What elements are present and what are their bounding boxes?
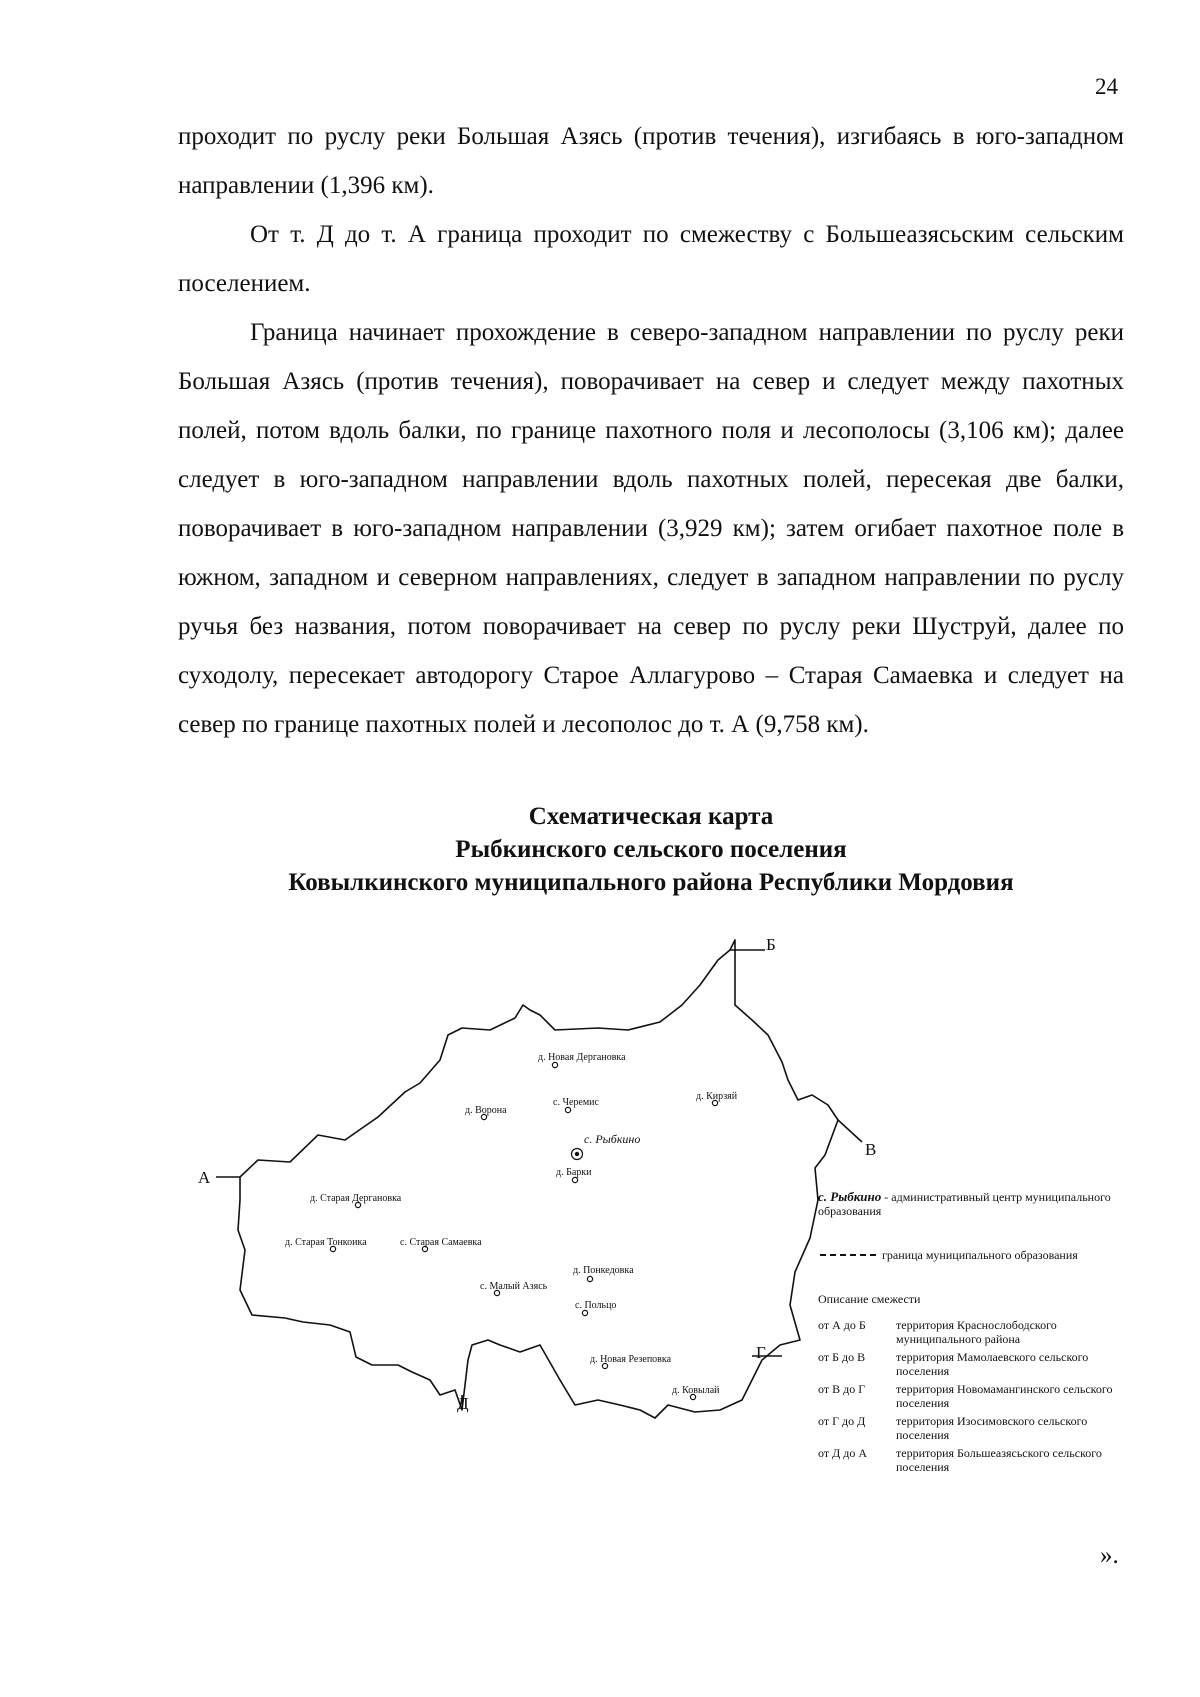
point-a-label: А (198, 1168, 211, 1187)
point-b-label: Б (766, 935, 776, 954)
adjacency-heading: Описание смежести (818, 1292, 921, 1306)
settlement-markers (330, 1062, 717, 1399)
adjacency-row (818, 1446, 1118, 1474)
adjacency-from: от Б до В (818, 1350, 866, 1364)
legend-center-name: с. Рыбкино (818, 1189, 882, 1204)
label-staraya-derganovka: д. Старая Дергановка (310, 1193, 402, 1204)
adjacency-desc: территория Новомамангинского сельского поселения (896, 1382, 1113, 1410)
adjacency-desc: территория Мамолаевского сельского поселения (896, 1350, 1089, 1378)
adjacency-from: от Д до А (818, 1446, 868, 1460)
label-staraya-samaevka: с. Старая Самаевка (400, 1237, 482, 1248)
boundary-line-sample (820, 1254, 876, 1256)
paragraph-d-to-a: От т. Д до т. А граница проходит по смежеству с Большеазясьским сельским поселением. (178, 221, 1124, 297)
adjacency-row (818, 1382, 1118, 1410)
label-barki: д. Барки (556, 1167, 592, 1178)
legend-center-desc: - административный центр муниципального образования (818, 1190, 1111, 1218)
point-v-label: В (865, 1140, 877, 1159)
paragraph-boundary-description: Граница начинает прохождение в северо-западном направлении по руслу реки Большая Азясь (против течения), поворачивает на север и следует между пахотных полей, потом вдоль балки, по границе пахотного поля и лесополосы (3,106 км); далее следует в юго-западном направлении вдоль пахотных полей, пересекая две балки, поворачивает в юго-западном направлении (3,929 км); затем огибает пахотное поле в южном, западном и северном направлениях, следует в западном направлении по руслу ручья без названия, потом поворачивает на север по руслу реки Шуструй, далее по суходолу, пересекает автодорогу Старое Аллагурово – Старая Самаевка и следует на север по границе пахотных полей и лесополос до т. А (9,758 км). (178, 319, 1124, 738)
page-number: 24 (1095, 74, 1118, 99)
marker-rybkino-center-dot (575, 1152, 578, 1155)
label-novaya-rezepovka: д. Новая Резеповка (590, 1354, 672, 1365)
marker-cheremis (565, 1107, 570, 1112)
label-ponkedovka: д. Понкедовка (573, 1265, 634, 1276)
point-d-label: Д (457, 1394, 469, 1413)
adjacency-from: от Г до Д (818, 1414, 866, 1428)
map-title-line-1: Схематическая карта (528, 803, 774, 830)
closing-quote: ». (1100, 1542, 1119, 1569)
paragraph-continuation: проходит по руслу реки Большая Азясь (против течения), изгибаясь в юго-западном направлении (1,396 км). (178, 123, 1124, 199)
adjacency-from: от А до Б (818, 1318, 866, 1332)
label-poltso: с. Польцо (575, 1300, 617, 1311)
legend-center (818, 1190, 1118, 1218)
adjacency-desc: территория Большеазясьского сельского поселения (896, 1446, 1102, 1474)
municipal-boundary (238, 940, 838, 1418)
label-cheremis: с. Черемис (553, 1097, 599, 1108)
adjacency-from: от В до Г (818, 1382, 866, 1396)
adjacency-row (818, 1350, 1118, 1378)
legend-boundary-label: граница муниципального образования (882, 1248, 1078, 1262)
adjacency-desc: территория Краснослободского муниципального района (896, 1318, 1057, 1346)
label-kovylai: д. Ковылай (672, 1385, 720, 1396)
label-staraya-tonkoika: д. Старая Тонкоика (285, 1237, 367, 1248)
connector-v (838, 1120, 862, 1142)
marker-poltso (582, 1310, 587, 1315)
label-vorona: д. Ворона (465, 1105, 507, 1116)
marker-ponkedovka (587, 1276, 592, 1281)
map-legend (818, 1190, 1118, 1478)
label-kirzyai: д. Кирзяй (696, 1091, 738, 1102)
marker-barki (572, 1177, 577, 1182)
adjacency-row (818, 1318, 1118, 1346)
marker-novaya-derganovka (552, 1062, 557, 1067)
label-novaya-derganovka: д. Новая Дергановка (538, 1052, 626, 1063)
adjacency-row (818, 1414, 1118, 1442)
map-title-line-3: Ковылкинского муниципального района Республики Мордовия (288, 869, 1014, 896)
map-title-line-2: Рыбкинского сельского поселения (455, 836, 847, 863)
legend-boundary (818, 1248, 1118, 1262)
label-malyi-azyas: с. Малый Азясь (480, 1281, 548, 1292)
point-g-label: Г (756, 1343, 766, 1362)
adjacency-desc: территория Изосимовского сельского поселения (896, 1414, 1088, 1442)
label-rybkino: с. Рыбкино (584, 1132, 641, 1146)
